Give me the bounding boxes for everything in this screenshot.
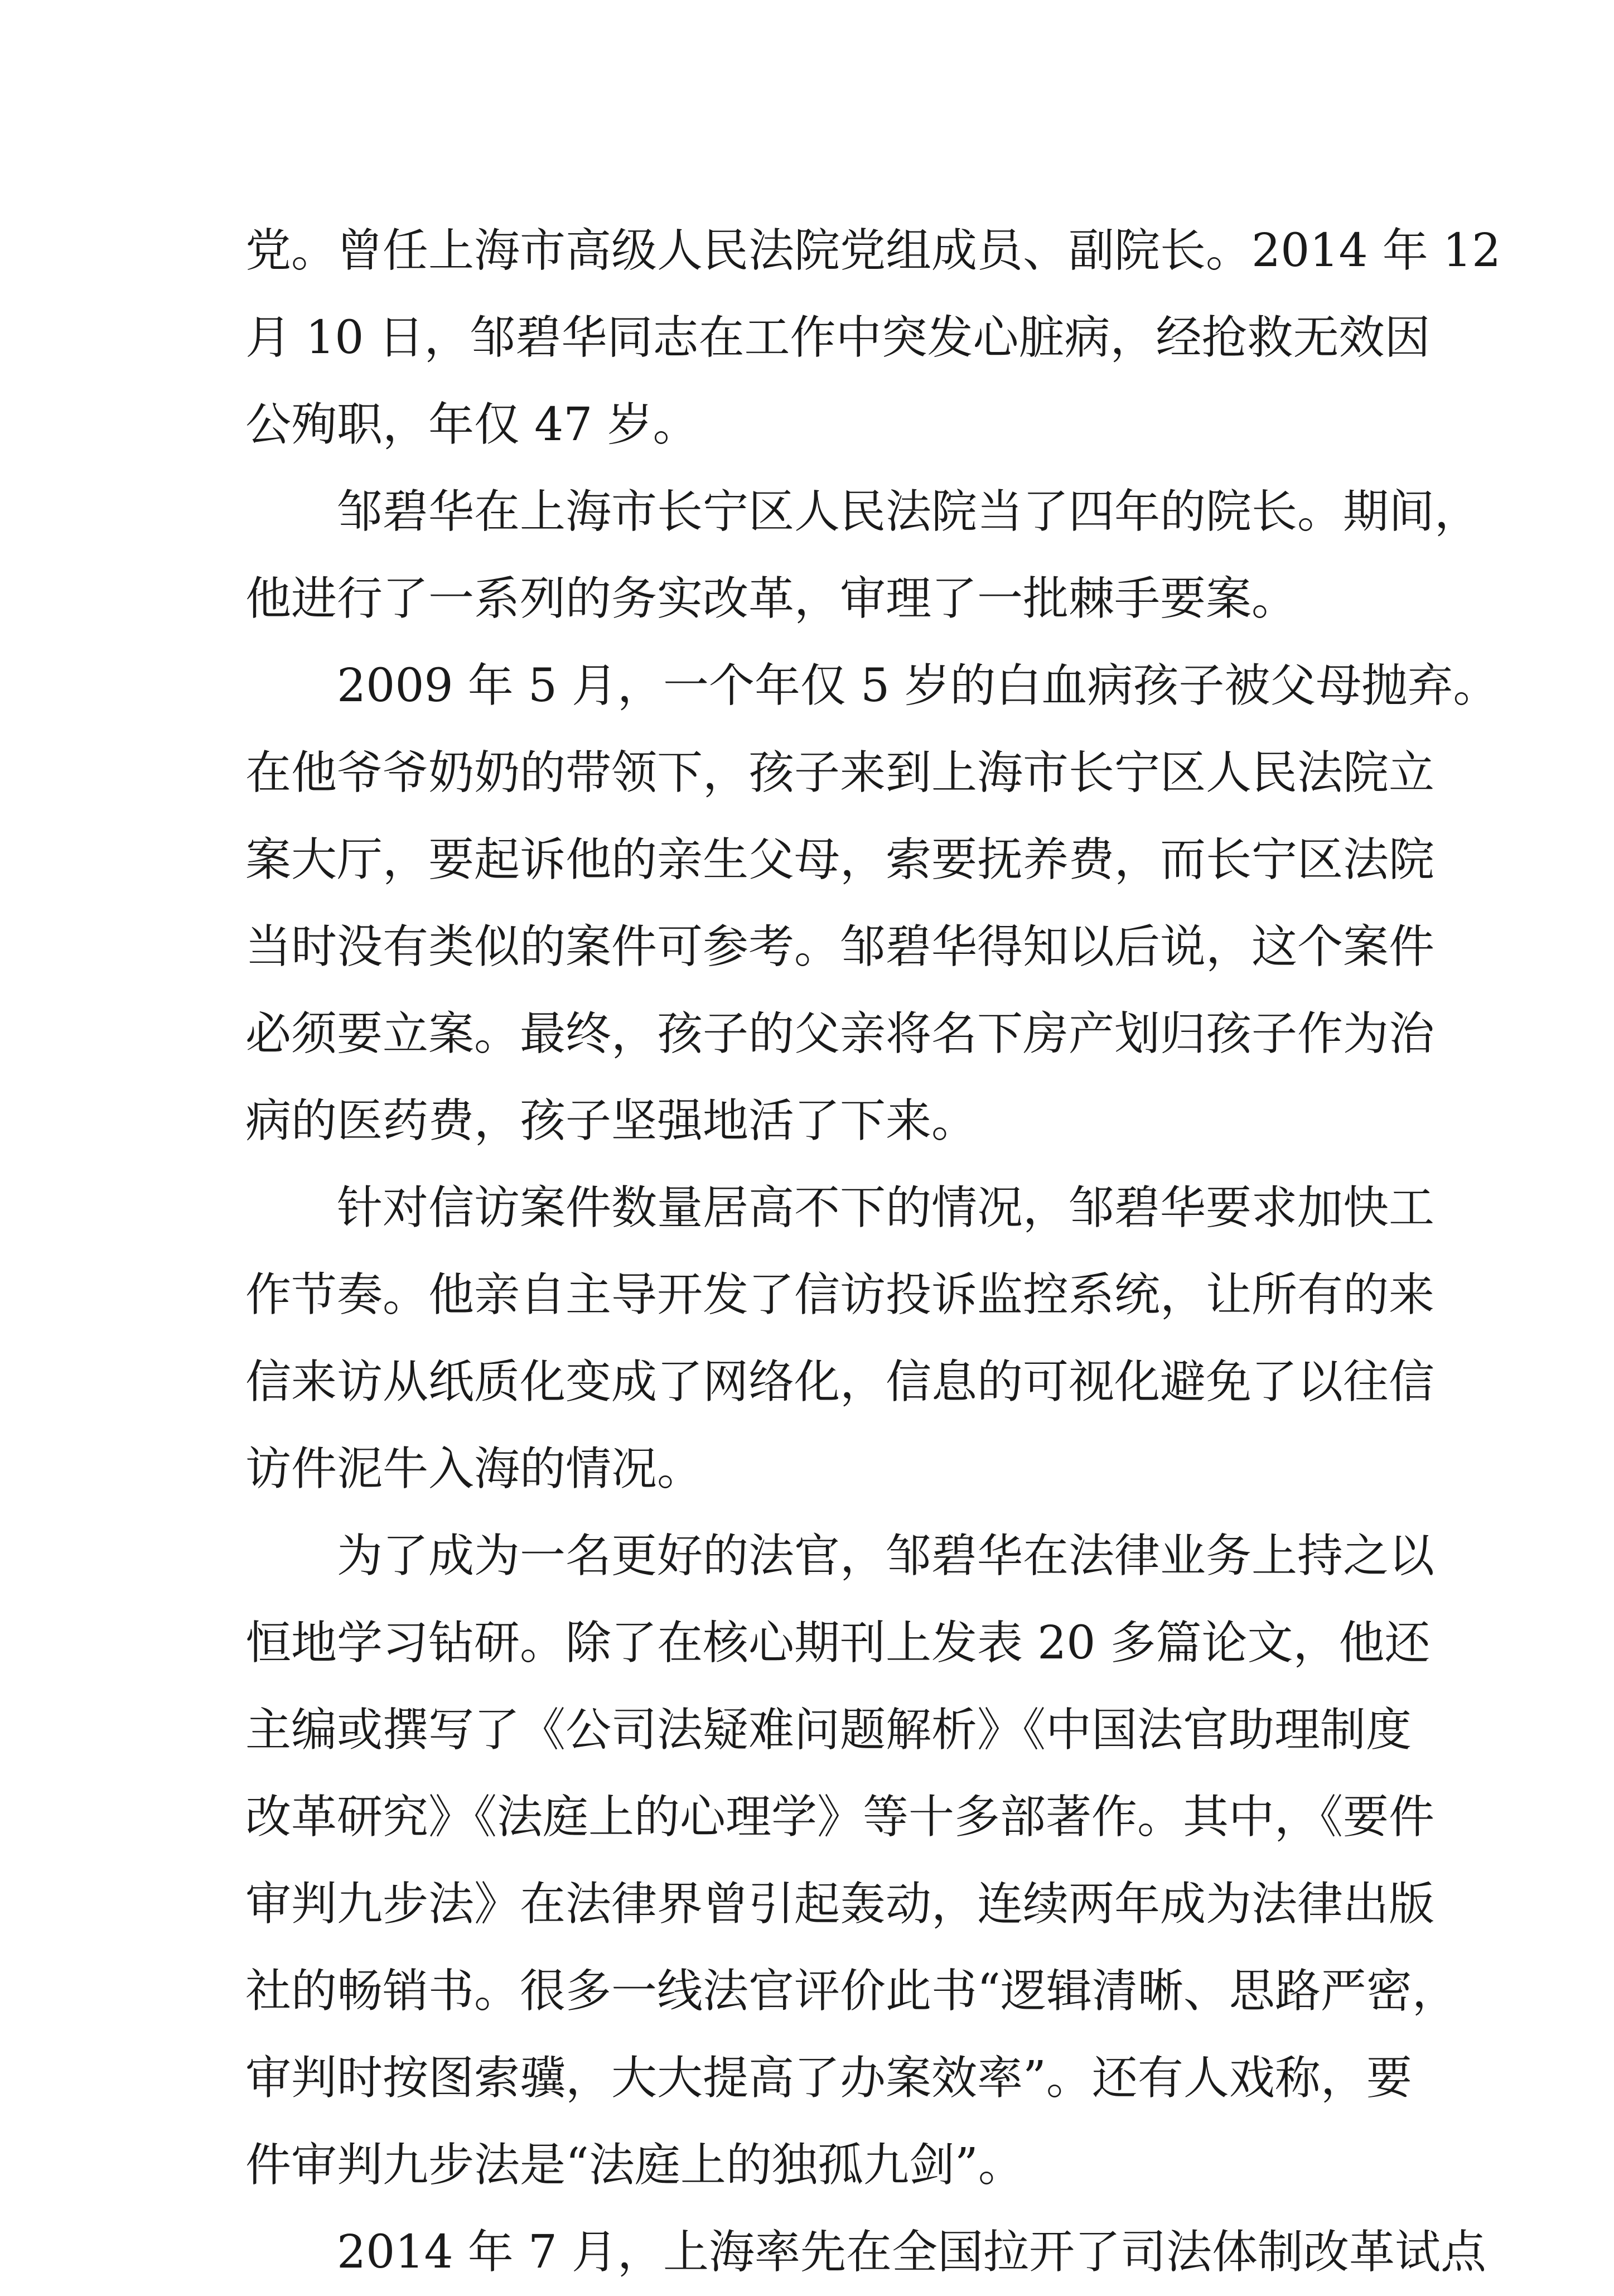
text-line: 改革研究》《法庭上的心理学》等十多部著作。其中，《要件	[245, 1791, 1435, 1844]
text-line: 作节奏。他亲自主导开发了信访投诉监控系统，让所有的来	[245, 1268, 1435, 1321]
text-line: 主编或撰写了《公司法疑难问题解析》《中国法官助理制度	[245, 1704, 1412, 1757]
text-line: 邹碧华在上海市长宁区人民法院当了四年的院长。期间，	[337, 485, 1481, 538]
text-line: 案大厅，要起诉他的亲生父母，索要抚养费，而长宁区法院	[245, 833, 1435, 886]
text-line: 当时没有类似的案件可参考。邹碧华得知以后说，这个案件	[245, 920, 1435, 973]
text-line: 病的医药费，孩子坚强地活了下来。	[245, 1094, 978, 1147]
text-line: 月 10 日，邹碧华同志在工作中突发心脏病，经抢救无效因	[245, 311, 1431, 364]
text-line: 他进行了一系列的务实改革，审理了一批棘手要案。	[245, 572, 1298, 625]
body-text	[245, 208, 1501, 2296]
text-line: 公殉职，年仅 47 岁。	[245, 398, 699, 451]
text-line: 审判九步法》在法律界曾引起轰动，连续两年成为法律出版	[245, 1878, 1435, 1931]
text-line: 党。曾任上海市高级人民法院党组成员、副院长。2014 年 12	[245, 224, 1501, 277]
paragraph-3	[245, 643, 1499, 1165]
text-line: 在他爷爷奶奶的带领下，孩子来到上海市长宁区人民法院立	[245, 746, 1435, 799]
text-line: 必须要立案。最终，孩子的父亲将名下房产划归孩子作为治	[245, 1007, 1435, 1060]
paragraph-5	[245, 1513, 1458, 2209]
text-line: 针对信访案件数量居高不下的情况，邹碧华要求加快工	[337, 1181, 1435, 1234]
paragraph-2	[245, 469, 1481, 643]
text-line: 2009 年 5 月，一个年仅 5 岁的白血病孩子被父母抛弃。	[337, 659, 1499, 712]
text-line: 社的畅销书。很多一线法官评价此书“逻辑清晰、思路严密，	[245, 1965, 1458, 2018]
text-line: 件审判九步法是“法庭上的独孤九剑”。	[245, 2139, 1024, 2192]
text-line: 恒地学习钻研。除了在核心期刊上发表 20 多篇论文，他还	[245, 1617, 1431, 1670]
text-line: 审判时按图索骥，大大提高了办案效率”。还有人戏称，要	[245, 2052, 1412, 2105]
text-line: 2014 年 7 月，上海率先在全国拉开了司法体制改革试点	[337, 2226, 1487, 2279]
text-line: 为了成为一名更好的法官，邹碧华在法律业务上持之以	[337, 1530, 1435, 1583]
paragraph-1	[245, 208, 1501, 469]
text-line: 访件泥牛入海的情况。	[245, 1443, 703, 1496]
text-line: 信来访从纸质化变成了网络化，信息的可视化避免了以往信	[245, 1356, 1435, 1409]
paragraph-4	[245, 1165, 1435, 1513]
